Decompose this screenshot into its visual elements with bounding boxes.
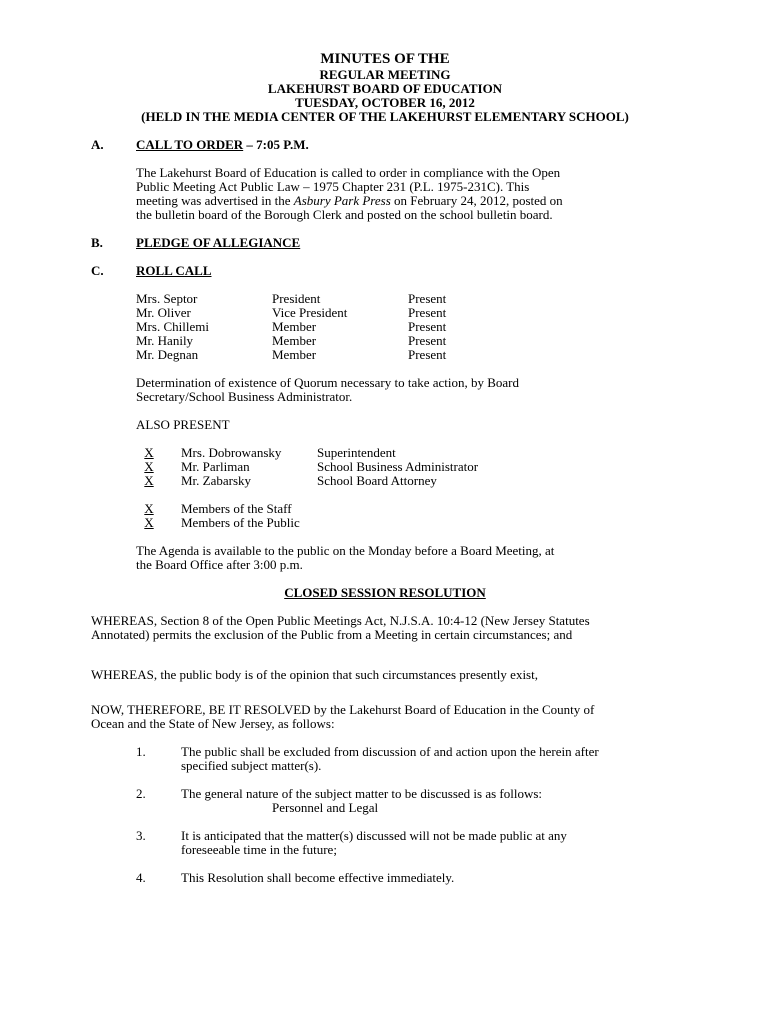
header-board-name: LAKEHURST BOARD OF EDUCATION (267, 81, 503, 96)
attendee-title: Superintendent (317, 445, 396, 460)
header-location: (HELD IN THE MEDIA CENTER OF THE LAKEHURST ELEMENTARY SCHOOL) (141, 109, 629, 124)
call-to-order-line-3 (136, 194, 563, 208)
attendance-mark: X (144, 501, 154, 516)
resolved-line-2: Ocean and the State of New Jersey, as follows: (91, 716, 335, 731)
roll-call-status: Present (408, 319, 447, 334)
agenda-line-2: the Board Office after 3:00 p.m. (136, 557, 303, 572)
resolution-item-number: 3. (136, 828, 146, 843)
resolution-item-line-1: The general nature of the subject matter to be discussed is as follows: (181, 786, 543, 801)
roll-call-name: Mrs. Chillemi (136, 319, 209, 334)
attendance-mark: X (144, 459, 154, 474)
attendee-title: School Business Administrator (317, 459, 479, 474)
quorum-line-1: Determination of existence of Quorum necessary to take action, by Board (136, 375, 520, 390)
section-a-heading: CALL TO ORDER (136, 137, 244, 152)
roll-call-status: Present (408, 305, 447, 320)
call-to-order-line-4: the bulletin board of the Borough Clerk and posted on the school bulletin board. (136, 207, 553, 222)
attendee-group: Members of the Staff (181, 501, 292, 516)
attendee-name: Mr. Zabarsky (181, 473, 252, 488)
whereas-2: WHEREAS, the public body is of the opinion that such circumstances presently exist, (91, 667, 538, 682)
resolution-item-line-1: It is anticipated that the matter(s) discussed will not be made public at any (181, 828, 567, 843)
roll-call-status: Present (408, 291, 447, 306)
attendee-title: School Board Attorney (317, 473, 437, 488)
call-to-order-line-2: Public Meeting Act Public Law – 1975 Chapter 231 (P.L. 1975-231C). This (136, 179, 530, 194)
section-c-heading: ROLL CALL (136, 263, 212, 278)
call-to-order-line-1: The Lakehurst Board of Education is called to order in compliance with the Open (136, 165, 561, 180)
whereas-1-line-1: WHEREAS, Section 8 of the Open Public Meetings Act, N.J.S.A. 10:4-12 (New Jersey Statutes (91, 613, 590, 628)
agenda-line-1: The Agenda is available to the public on the Monday before a Board Meeting, at (136, 543, 555, 558)
also-present-label: ALSO PRESENT (136, 417, 230, 432)
attendance-mark: X (144, 515, 154, 530)
call-to-order-line-3-post: on February 24, 2012, posted on (390, 193, 563, 208)
whereas-1-line-2: Annotated) permits the exclusion of the Public from a Meeting in certain circumstances; and (91, 627, 573, 642)
attendee-name: Mrs. Dobrowansky (181, 445, 282, 460)
roll-call-name: Mr. Degnan (136, 347, 199, 362)
quorum-line-2: Secretary/School Business Administrator. (136, 389, 353, 404)
resolution-item-line-1: The public shall be excluded from discussion of and action upon the herein after (181, 744, 599, 759)
roll-call-status: Present (408, 333, 447, 348)
attendee-group: Members of the Public (181, 515, 300, 530)
roll-call-status: Present (408, 347, 447, 362)
attendee-name: Mr. Parliman (181, 459, 250, 474)
section-b-letter: B. (91, 235, 103, 250)
resolution-item-line-2: Personnel and Legal (272, 800, 379, 815)
section-b-heading: PLEDGE OF ALLEGIANCE (136, 235, 301, 250)
header-date: TUESDAY, OCTOBER 16, 2012 (295, 95, 475, 110)
newspaper-name: Asbury Park Press (293, 193, 391, 208)
header-meeting-type: REGULAR MEETING (319, 67, 451, 82)
attendance-mark: X (144, 445, 154, 460)
resolution-item-line-2: specified subject matter(s). (181, 758, 322, 773)
roll-call-name: Mr. Oliver (136, 305, 191, 320)
resolved-line-1: NOW, THEREFORE, BE IT RESOLVED by the Lakehurst Board of Education in the County of (91, 702, 595, 717)
section-a-time: – 7:05 P.M. (243, 137, 309, 152)
resolution-item-number: 2. (136, 786, 146, 801)
roll-call-role: Member (272, 319, 317, 334)
roll-call-role: Member (272, 333, 317, 348)
roll-call-name: Mr. Hanily (136, 333, 194, 348)
call-to-order-line-3-pre: meeting was advertised in the (136, 193, 294, 208)
section-a-heading-line (136, 138, 309, 152)
roll-call-role: President (272, 291, 321, 306)
section-c-letter: C. (91, 263, 104, 278)
closed-session-heading: CLOSED SESSION RESOLUTION (284, 585, 486, 600)
roll-call-role: Member (272, 347, 317, 362)
roll-call-role: Vice President (272, 305, 348, 320)
roll-call-name: Mrs. Septor (136, 291, 198, 306)
document-title: MINUTES OF THE (320, 51, 450, 67)
attendance-mark: X (144, 473, 154, 488)
resolution-item-number: 1. (136, 744, 146, 759)
resolution-item-line-2: foreseeable time in the future; (181, 842, 337, 857)
resolution-item-number: 4. (136, 870, 146, 885)
section-a-letter: A. (91, 137, 104, 152)
resolution-item-line-1: This Resolution shall become effective immediately. (181, 870, 455, 885)
